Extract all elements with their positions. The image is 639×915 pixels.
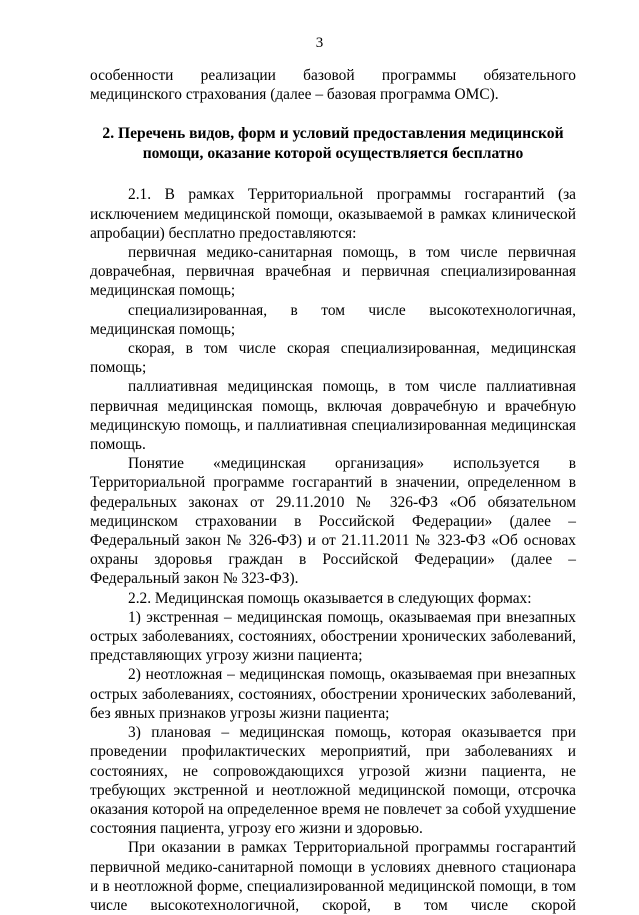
paragraph-emergency-care: скорая, в том числе скорая специализированная, медицинская помощь; — [90, 340, 576, 377]
paragraph-form-planned: 3) плановая – медицинская помощь, которая оказывается при проведении профилактических мероприятий, при заболеваниях и состояниях, не сопровождающихся угрозой жизни пациента, не требующих экстренной и неотложной медицинской помощи, отсрочка оказания которой на определенное время не повлечет за собой ухудшение состояния пациента, угрозу его жизни и здоровью. — [90, 724, 576, 838]
paragraph-medical-organization: Понятие «медицинская организация» используется в Территориальной программе госгарантий в значении, определенном в федеральных законах от 29.11.2010 № 326-ФЗ «Об обязательном медицинском страховании в Российской Федерации» (далее – Федеральный закон № 326-ФЗ) и от 21.11.2011 № 323-ФЗ «Об основах охраны здоровья граждан в Российской Федерации» (далее – Федеральный закон № 323-ФЗ). — [90, 455, 576, 588]
paragraph-2-1: 2.1. В рамках Территориальной программы госгарантий (за исключением медицинской помощи, оказываемой в рамках клинической апробации) бесплатно предоставляются: — [90, 186, 576, 242]
paragraph-form-urgent: 2) неотложная – медицинская помощь, оказываемая при внезапных острых заболеваниях, состояниях, обострении хронических заболеваний, без явных признаков угрозы жизни пациента; — [90, 666, 576, 722]
paragraph-form-emergency: 1) экстренная – медицинская помощь, оказываемая при внезапных острых заболеваниях, состояниях, обострении хронических заболеваний, представляющих угрозу жизни пациента; — [90, 608, 576, 665]
document-body — [90, 66, 576, 915]
paragraph-palliative-care: паллиативная медицинская помощь, в том числе паллиативная первичная медицинская помощь, включая доврачебную и врачебную медицинскую помощь, и паллиативная специализированная медицинская помощь. — [90, 378, 576, 454]
paragraph-primary-care: первичная медико-санитарная помощь, в том числе первичная доврачебная, первичная врачебная и первичная специализированная медицинская помощь; — [90, 244, 576, 300]
paragraph-2-2: 2.2. Медицинская помощь оказывается в следующих формах: — [128, 589, 532, 607]
page-number: 3 — [315, 35, 324, 51]
paragraph-day-hospital: При оказании в рамках Территориальной программы госгарантий первичной медико-санитарной помощи в условиях дневного стационара и в неотложной форме, специализированной медицинской помощи, в том числе высокотехнологичной, скорой, в том числе скорой — [90, 839, 576, 914]
section-heading-line-2: помощи, оказание которой осуществляется бесплатно — [142, 145, 524, 163]
section-heading — [90, 124, 576, 164]
paragraph-specialized-care: специализированная, в том числе высокотехнологичная, медицинская помощь; — [90, 301, 576, 338]
intro-paragraph: особенности реализации базовой программы обязательного медицинского страхования (далее – базовая программа ОМС). — [90, 67, 576, 104]
section-heading-line-1: 2. Перечень видов, форм и условий предоставления медицинской — [102, 125, 564, 143]
